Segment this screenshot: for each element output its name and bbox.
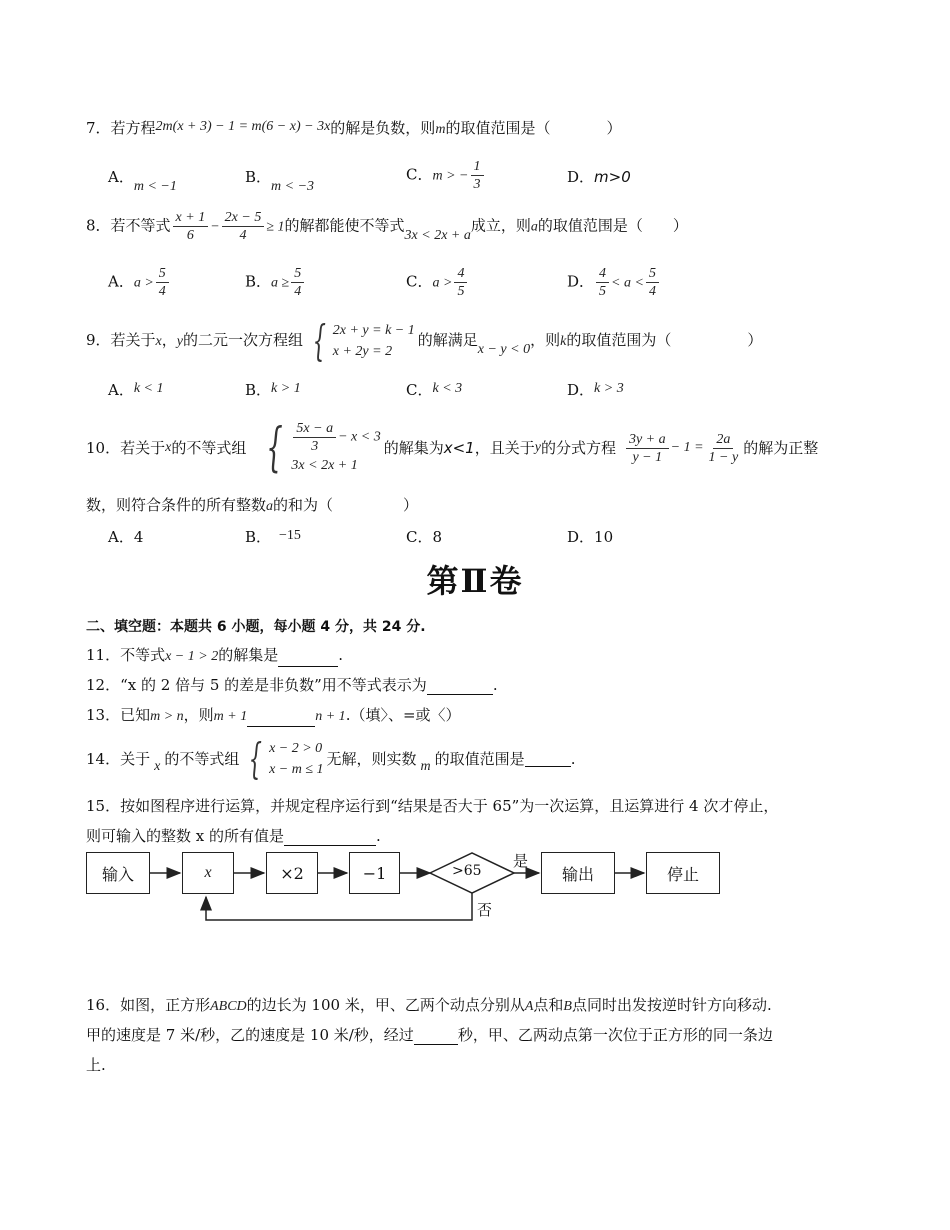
- q10-text-e: 的分式方程: [540, 439, 616, 457]
- flow-minus1-box: −1: [349, 852, 400, 894]
- q10-text-g: 数，则符合条件的所有整数: [86, 496, 267, 514]
- option-expr: a >: [432, 275, 453, 291]
- q16-text-d: 点同时出发按逆时针方向移动.: [571, 996, 772, 1014]
- frac-den: 4: [239, 228, 247, 243]
- frac-num: 4: [454, 265, 467, 283]
- q11-expr: x − 1 > 2: [165, 649, 219, 664]
- q16-text-c: 点和: [533, 996, 564, 1014]
- q7-text-b: 的解是负数，则: [330, 119, 436, 137]
- flow-stop-box: 停止: [646, 852, 720, 894]
- arrow-loop-back: [206, 893, 472, 920]
- frac-num: 1: [471, 158, 484, 176]
- q9-comma: ，: [161, 331, 177, 349]
- q13-text-a: 13．已知: [86, 706, 151, 724]
- q9-text-b: 的二元一次方程组: [183, 331, 304, 349]
- q16-line3: 上.: [86, 1056, 106, 1074]
- option-expr: k > 3: [594, 381, 624, 396]
- q9-sys-eq1: 2x + y = k − 1: [332, 323, 415, 338]
- q7-paren: ）: [606, 119, 622, 137]
- q11-text-a: 11．不等式: [86, 646, 166, 664]
- q13-lhs: m + 1: [213, 709, 248, 724]
- option-expr: m < −3: [271, 179, 315, 194]
- q8-text-a: 8．若不等式: [86, 216, 171, 235]
- option-expr: 4: [133, 528, 144, 546]
- option-label: B．: [245, 168, 272, 186]
- frac-den: 4: [294, 284, 302, 299]
- q9-stem: 9．若关于x，y的二元一次方程组 { 2x + y = k − 1 x + 2y = 2 的解满足x − y < 0，则k的取值范围为（ ）: [86, 316, 763, 365]
- q16-text-f: 秒，甲、乙两动点第一次位于正方形的同一条边: [457, 1026, 773, 1044]
- frac-den: 1 − y: [708, 449, 739, 465]
- frac-num: 5x − a: [293, 420, 336, 438]
- frac-den: 5: [599, 284, 607, 299]
- flow-yes-label: 是: [513, 852, 529, 870]
- q9-paren: ）: [747, 331, 763, 349]
- option-expr: 10: [594, 528, 614, 546]
- q10-sys-rest: − x < 3: [338, 429, 381, 445]
- q13-cond: m > n: [150, 709, 184, 724]
- option-expr: a ≥: [271, 275, 290, 291]
- option-label: C．: [406, 381, 433, 399]
- frac-den: 3: [311, 439, 319, 454]
- frac-num: 2x − 5: [222, 209, 265, 227]
- q8-paren: ）: [672, 216, 688, 235]
- q14-text-d: 的取值范围是: [434, 750, 525, 768]
- q8-text-c: 成立，则: [470, 216, 531, 235]
- q9-text-e: 的取值范围为（: [566, 331, 672, 349]
- q16-line1: [86, 995, 772, 1017]
- q9-y: y: [176, 334, 183, 349]
- q11-text-b: 的解集是: [218, 646, 279, 664]
- q9-text-d: ，则: [530, 331, 561, 349]
- q8-ge: ≥ 1: [266, 219, 285, 235]
- frac-den: 3: [473, 177, 481, 192]
- option-label: D．: [567, 272, 595, 291]
- q10-text-h: 的和为（: [273, 496, 334, 514]
- section-title: 第Ⅱ卷: [426, 562, 524, 600]
- option-label: A．: [108, 528, 134, 546]
- frac-den: 5: [457, 284, 465, 299]
- q9-k: k: [560, 334, 567, 349]
- q14-x: x: [154, 759, 161, 774]
- q8-var: a: [530, 219, 538, 235]
- q10-eq-mid: − 1 =: [670, 440, 704, 455]
- option-expr: a >: [133, 275, 154, 291]
- q10-text-f: 的解为正整: [743, 439, 819, 457]
- q7-equation: 2m(x + 3) − 1 = m(6 − x) − 3x: [155, 119, 331, 134]
- option-label: D．: [567, 168, 595, 186]
- option-expr: −15: [279, 528, 301, 543]
- option-label: C．: [406, 165, 433, 184]
- q9-text-c: 的解满足: [417, 331, 478, 349]
- frac-num: 2a: [713, 431, 733, 449]
- q15-line1: 15．按如图程序进行运算，并规定程序运行到“结果是否大于 65”为一次运算，且运算进行 4 次才停止，: [86, 797, 779, 815]
- q9-x: x: [155, 334, 162, 349]
- option-label: B．: [245, 272, 272, 291]
- q10-stem: 10．若关于 x 的不等式组 { $\frac{5x - a}{3}$ − x < 3 3x < 2x + 1 的解集为 x<1 ，且关于 y 的分式方程 $\frac{3y + a}{y - 1}$ − 1 = $\frac{2a}{1 - y}$ 的解为正整: [86, 418, 819, 478]
- q7-text-c: 的取值范围是（: [445, 119, 551, 137]
- q10-text-a: 10．若关于: [86, 439, 166, 457]
- q8-ineq: 3x < 2x + a: [404, 227, 471, 243]
- q13-text-b: ，则: [183, 706, 214, 724]
- option-label: B．: [245, 381, 272, 399]
- q10-text-b: 的不等式组: [171, 439, 247, 457]
- q9-condition: x − y < 0: [477, 342, 531, 357]
- q16-text-a: 16．如图，正方形: [86, 996, 211, 1014]
- q14-text-a: 14．关于: [86, 750, 151, 768]
- option-expr: < a <: [611, 275, 644, 291]
- option-label: A．: [108, 272, 134, 291]
- q12-end: .: [492, 676, 498, 694]
- q8-text-d: 的取值范围是（: [537, 216, 643, 235]
- q15-end: .: [376, 827, 381, 845]
- q16-text-e: 甲的速度是 7 米/秒，乙的速度是 10 米/秒，经过: [86, 1026, 414, 1044]
- q16-point-a: A: [524, 999, 534, 1014]
- q10-y: y: [534, 440, 541, 455]
- frac-den: 4: [648, 284, 656, 299]
- option-expr: k > 1: [271, 381, 301, 396]
- option-expr: 8: [432, 528, 443, 546]
- q14-end: .: [570, 750, 576, 768]
- q14-m: m: [420, 759, 431, 774]
- flow-times2-box: ×2: [266, 852, 318, 894]
- q16-line2: [86, 1025, 773, 1045]
- q10-a: a: [266, 499, 274, 514]
- frac-num: x + 1: [173, 209, 209, 227]
- flow-gt65-label: >65: [452, 863, 482, 879]
- q9-text-a: 9．若关于: [86, 331, 156, 349]
- flow-x-box: x: [182, 852, 234, 894]
- frac-num: 3y + a: [626, 431, 669, 449]
- option-expr: k < 3: [432, 381, 463, 396]
- frac-den: 4: [158, 284, 166, 299]
- q7-var: m: [435, 122, 446, 137]
- option-expr: m>0: [594, 168, 631, 186]
- option-expr: m < −1: [133, 179, 177, 194]
- q10-text-d: ，且关于: [474, 439, 535, 457]
- option-label: C．: [406, 528, 433, 546]
- option-label: D．: [567, 528, 595, 546]
- q15-text: 则可输入的整数 x 的所有值是: [86, 827, 284, 845]
- flow-no-label: 否: [477, 901, 493, 919]
- q7-text-a: 7．若方程: [86, 119, 156, 137]
- q8-minus: −: [210, 219, 220, 235]
- q10-sys-eq2: 3x < 2x + 1: [291, 458, 358, 473]
- frac-num: 4: [596, 265, 609, 283]
- q9-sys-eq2: x + 2y = 2: [332, 344, 393, 359]
- q12-text: 12．“x 的 2 倍与 5 的差是非负数”用不等式表示为: [86, 676, 427, 694]
- q13-end: .（填〉、=或〈）: [345, 706, 461, 724]
- q14-text-c: 无解，则实数: [326, 750, 417, 768]
- q14-text-b: 的不等式组: [164, 750, 240, 768]
- q16-answer-blank[interactable]: [414, 1029, 458, 1045]
- q10-x: x: [165, 440, 172, 455]
- q13-rhs: n + 1: [315, 709, 346, 724]
- option-label: C．: [406, 272, 433, 291]
- option-label: A．: [108, 168, 134, 186]
- frac-den: 6: [186, 228, 194, 243]
- q16-point-b: B: [563, 999, 572, 1014]
- option-expr: m > −: [432, 168, 469, 184]
- option-expr: k < 1: [133, 381, 164, 396]
- flow-input-box: 输入: [86, 852, 150, 894]
- part2-heading: 二、填空题：本题共 6 小题，每小题 4 分，共 24 分.: [86, 619, 426, 635]
- option-label: D．: [567, 381, 595, 399]
- frac-den: y − 1: [632, 449, 663, 465]
- q16-abcd: ABCD: [210, 999, 247, 1014]
- q14-sys-eq2: x − m ≤ 1: [269, 762, 324, 777]
- flow-output-box: 输出: [541, 852, 615, 894]
- option-label: A．: [108, 381, 134, 399]
- q8-text-b: 的解都能使不等式: [284, 216, 405, 235]
- option-label: B．: [245, 528, 272, 546]
- frac-num: 5: [291, 265, 304, 283]
- q10-paren: ）: [403, 496, 419, 514]
- q14-sys-eq1: x − 2 > 0: [269, 741, 323, 756]
- frac-num: 5: [156, 265, 169, 283]
- q10-text-c: 的解集为: [383, 439, 444, 457]
- q14: 14．关于 x 的不等式组 { x − 2 > 0 x − m ≤ 1 无解，则实数 m 的取值范围是 .: [86, 734, 576, 783]
- frac-num: 5: [646, 265, 659, 283]
- q11-end: .: [338, 646, 343, 664]
- q10-solution: x<1: [443, 439, 475, 457]
- q16-text-b: 的边长为 100 米，甲、乙两个动点分别从: [246, 996, 525, 1014]
